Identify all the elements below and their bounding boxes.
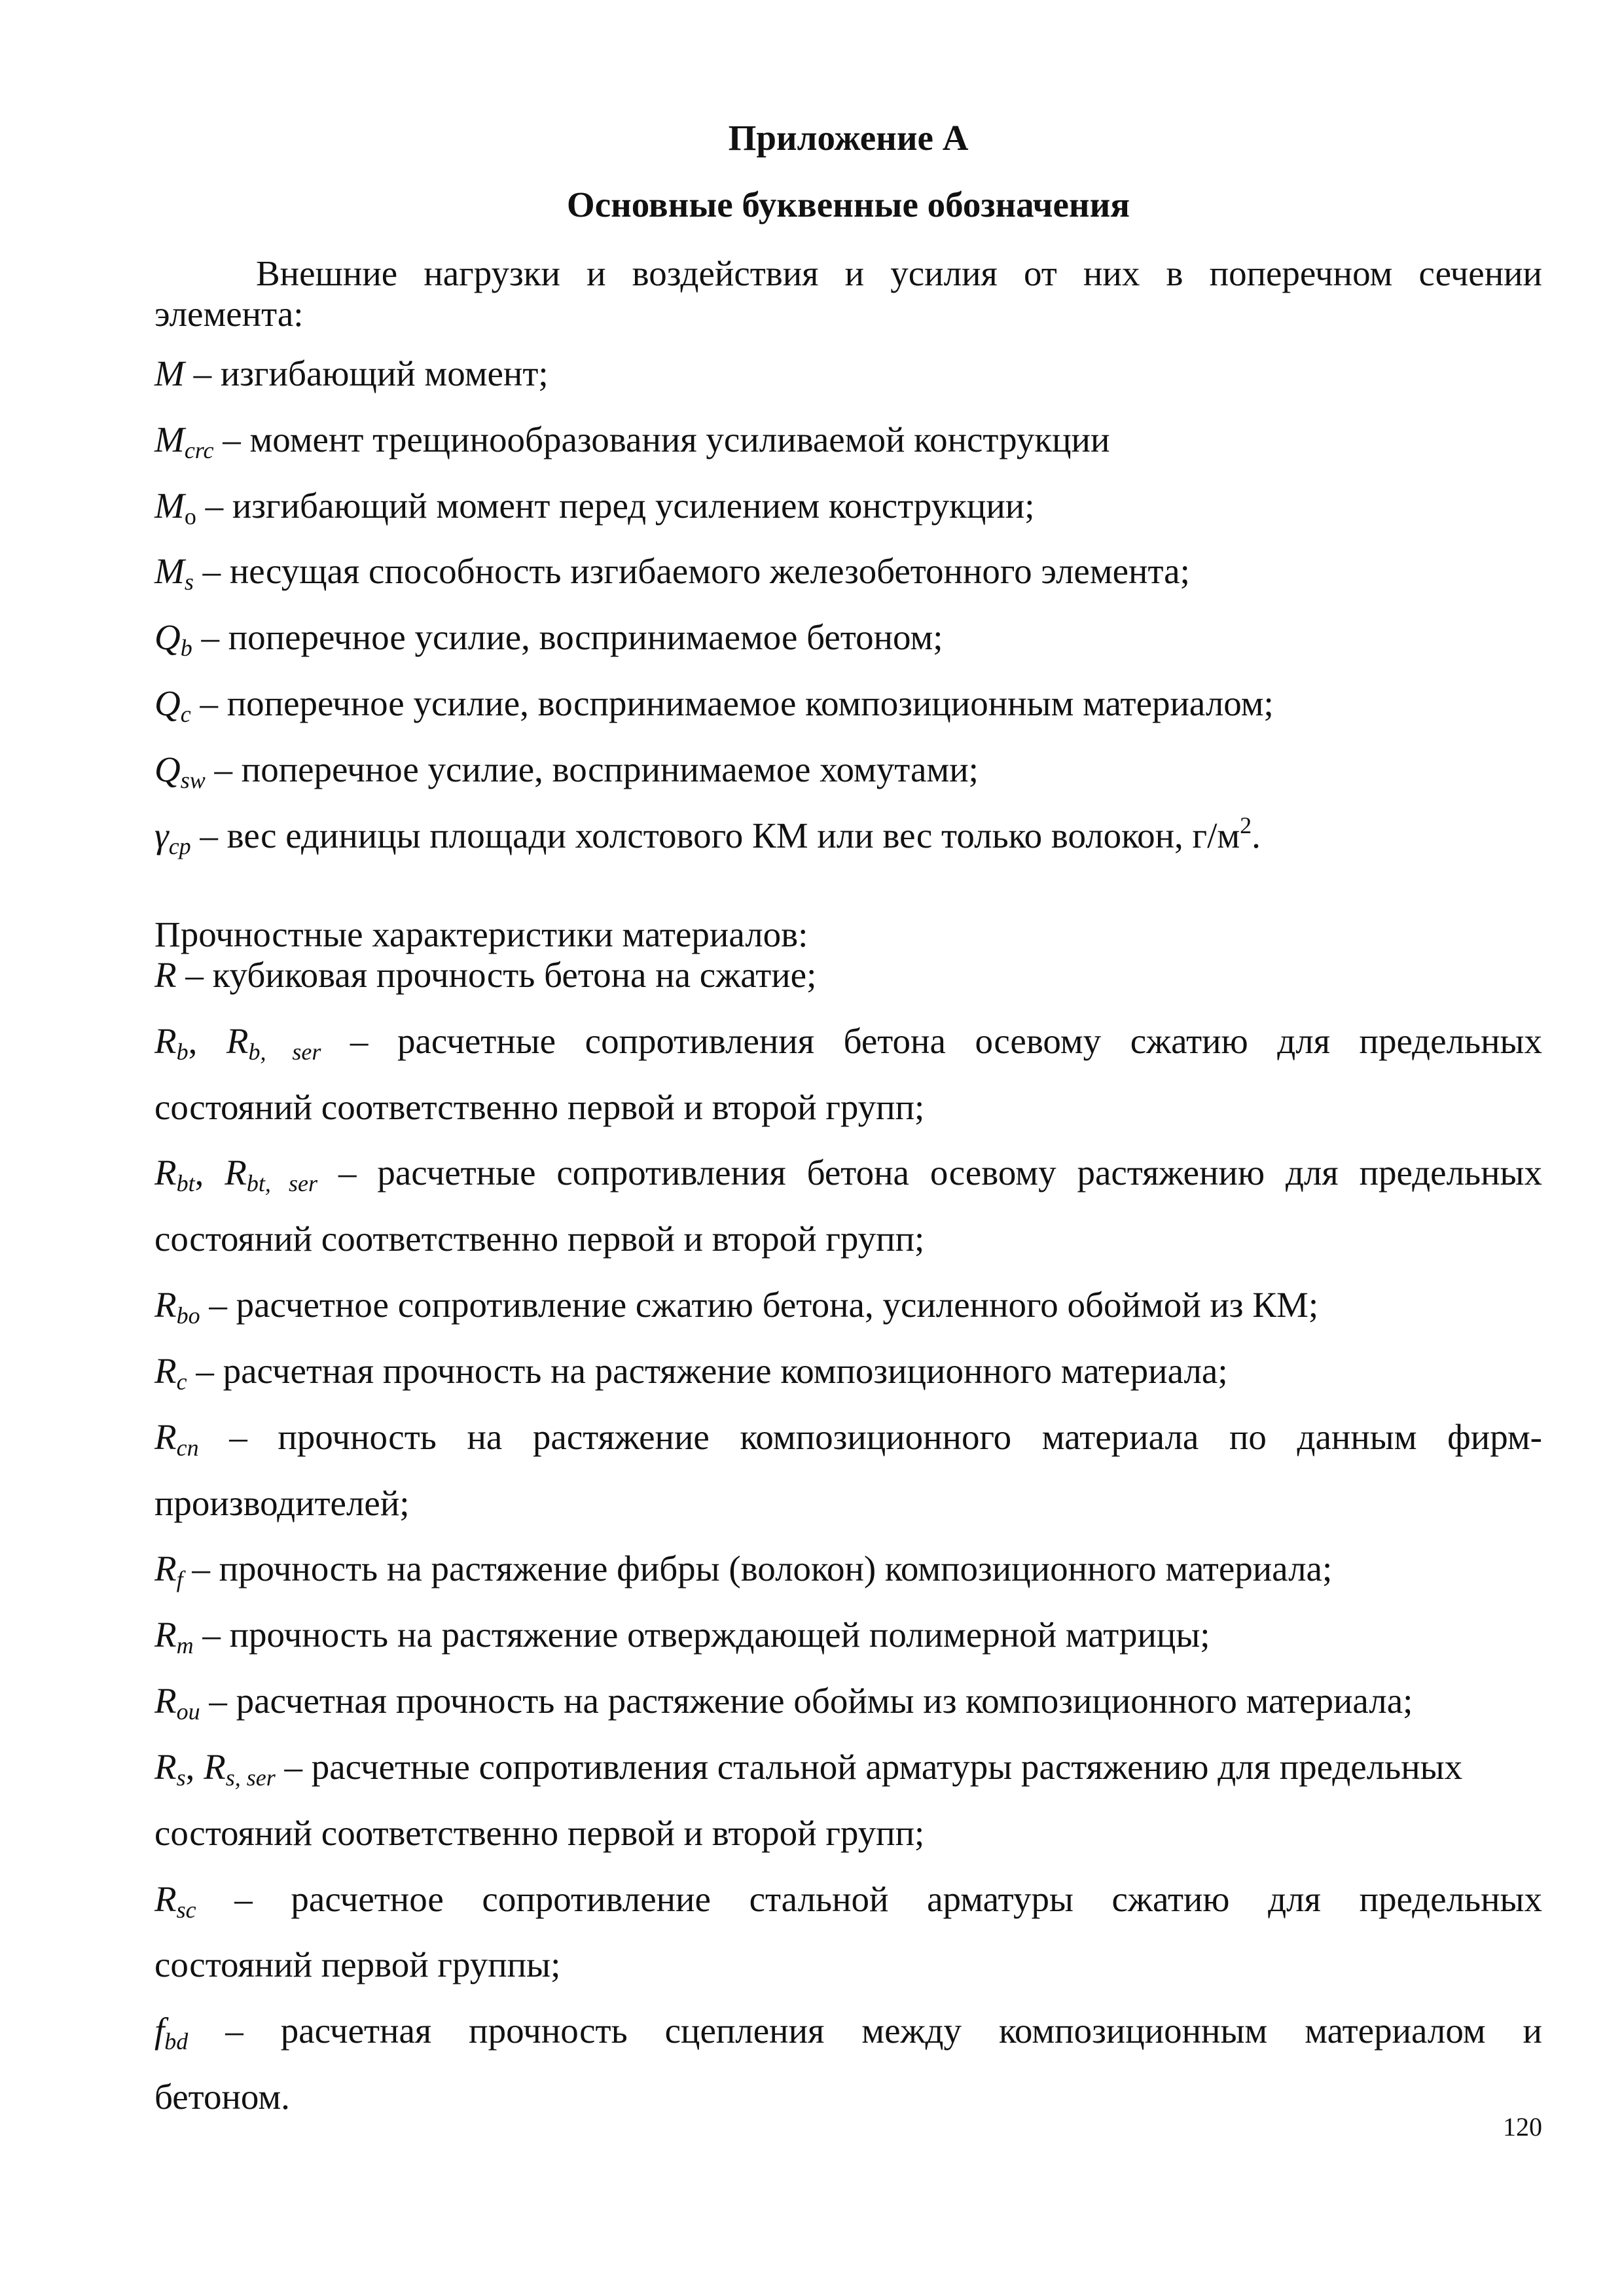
symbol-Rb-ser: $R_{b, ser}$ (226, 1021, 321, 1065)
symbol-Rc: $R_c$ (154, 1351, 187, 1395)
definition-fbd-line2: бетоном. (154, 2077, 290, 2117)
definition-M (154, 351, 1542, 397)
symbol-Rf: $R_f$ (154, 1549, 183, 1592)
definition-Rb-line2: состояний соответственно первой и второй групп; (154, 1087, 925, 1127)
definition-Rb-line1: $R_b$, $R_{b, ser}$ – расчетные сопротивления бетона осевому сжатию для предельных (154, 1021, 1542, 1065)
definition-text: – поперечное усилие, воспринимаемое хомутами; (205, 749, 979, 789)
definition-text: – момент трещинообразования усиливаемой конструкции (213, 420, 1110, 459)
definition-fbd-line1 (154, 2008, 1542, 2054)
symbol-Rbt-ser: $R_{bt, ser}$ (225, 1153, 318, 1196)
symbol-Qc: $Q_c$ (154, 683, 191, 727)
section1-intro-line2: элемента: (154, 294, 304, 334)
definition-Rbt-line2: состояний соответственно первой и второй групп; (154, 1219, 925, 1259)
page-number: 120 (1503, 2112, 1542, 2142)
definition-text: – прочность на растяжение композиционного материала по данным фирм- (198, 1417, 1542, 1457)
definition-text: – расчетная прочность сцепления между композиционным материалом и (188, 2011, 1542, 2051)
symbol-Rsc: $R_{sc}$ (154, 1879, 196, 1923)
symbol-Rou: $R_{ou}$ (154, 1681, 200, 1725)
definition-Rbt-line1: $R_{bt}$, $R_{bt, ser}$ – расчетные сопротивления бетона осевому растяжению для предельных (154, 1153, 1543, 1196)
definition-Rou (154, 1678, 1542, 1724)
definition-R (154, 952, 1542, 998)
definition-text: – прочность на растяжение фибры (волокон) композиционного материала; (183, 1549, 1333, 1588)
definition-text: – вес единицы площади холстового КМ или вес только волокон, г/м (190, 816, 1240, 855)
definition-text: – расчетные сопротивления стальной арматуры растяжению для предельных (275, 1747, 1463, 1787)
symbol-Rm: $R_m$ (154, 1615, 194, 1659)
definition-text: – поперечное усилие, воспринимаемое бетоном; (192, 617, 943, 657)
definition-Qb (154, 615, 1542, 660)
symbol-Rbo: $R_{bo}$ (154, 1285, 200, 1329)
definition-text: – расчетная прочность на растяжение композиционного материала; (187, 1351, 1228, 1391)
definition-text: – изгибающий момент перед усилением конструкции; (196, 486, 1035, 526)
symbol-gamma-cp: $\gamma_{cp}$ (154, 816, 191, 859)
definition-text: – изгибающий момент; (193, 353, 549, 393)
symbol-Qb: $Q_b$ (154, 617, 192, 661)
appendix-heading: Приложение А (728, 118, 969, 158)
symbol-Mo: $M_o$ (154, 486, 196, 529)
definition-Rbo (154, 1282, 1542, 1328)
definition-text: – расчетная прочность на растяжение обоймы из композиционного материала; (200, 1681, 1413, 1721)
section2-intro: Прочностные характеристики материалов: (154, 914, 808, 954)
definition-text: – расчетное сопротивление сжатию бетона, усиленного обоймой из КМ; (200, 1285, 1319, 1325)
symbol-Rs-ser: $R_{s, ser}$ (204, 1747, 276, 1791)
definition-text: – прочность на растяжение отверждающей полимерной матрицы; (193, 1615, 1210, 1655)
definition-Qc (154, 681, 1542, 726)
definition-Rm (154, 1612, 1542, 1658)
appendix-title: Основные буквенные обозначения (566, 185, 1130, 224)
definition-Rs-line2: состояний соответственно первой и второй групп; (154, 1813, 925, 1853)
definition-text: – поперечное усилие, воспринимаемое композиционным материалом; (190, 683, 1274, 723)
symbol-Rcn: $R_{cn}$ (154, 1417, 199, 1461)
symbol-Rb: $R_b$ (154, 1021, 189, 1065)
definition-text: – несущая способность изгибаемого железобетонного элемента; (193, 551, 1190, 591)
definition-Rsc-line1 (154, 1876, 1542, 1922)
definition-Qsw (154, 747, 1542, 793)
definition-Rc (154, 1348, 1542, 1394)
symbol-Qsw: $Q_{sw}$ (154, 749, 206, 793)
definition-text: – кубиковая прочность бетона на сжатие; (176, 955, 817, 995)
definition-Rcn-line2: производителей; (154, 1483, 410, 1523)
document-page (154, 0, 1542, 2296)
definition-Rf (154, 1546, 1542, 1592)
symbol-R: R (154, 955, 177, 995)
definition-Rs-line1: $R_s$, $R_{s, ser}$ – расчетные сопротивления стальной арматуры растяжению для предельных (154, 1747, 1463, 1791)
period: . (1252, 816, 1261, 855)
section1-intro-line1: Внешние нагрузки и воздействия и усилия от них в поперечном сечении (256, 253, 1542, 293)
definition-Rsc-line2: состояний первой группы; (154, 1945, 561, 1984)
symbol-Mcrc: $M_{crc}$ (154, 420, 214, 463)
symbol-fbd: $f_{bd}$ (154, 2011, 189, 2054)
definition-Rcn-line1 (154, 1414, 1542, 1460)
symbol-M: M (154, 353, 185, 393)
symbol-Rs: $R_s$ (154, 1747, 186, 1791)
definition-Mo (154, 483, 1542, 529)
symbol-Rbt: $R_{bt}$ (154, 1153, 195, 1196)
definition-Mcrc (154, 417, 1542, 463)
definition-text: – расчетное сопротивление стальной арматуры сжатию для предельных (196, 1879, 1542, 1919)
definition-gamma-cp (154, 813, 1542, 859)
symbol-Ms: $M_s$ (154, 551, 194, 595)
definition-text: – расчетные сопротивления бетона осевому растяжению для предельных (317, 1153, 1543, 1193)
superscript: 2 (1240, 812, 1252, 838)
definition-text: – расчетные сопротивления бетона осевому сжатию для предельных (321, 1021, 1542, 1061)
definition-Ms (154, 548, 1542, 594)
